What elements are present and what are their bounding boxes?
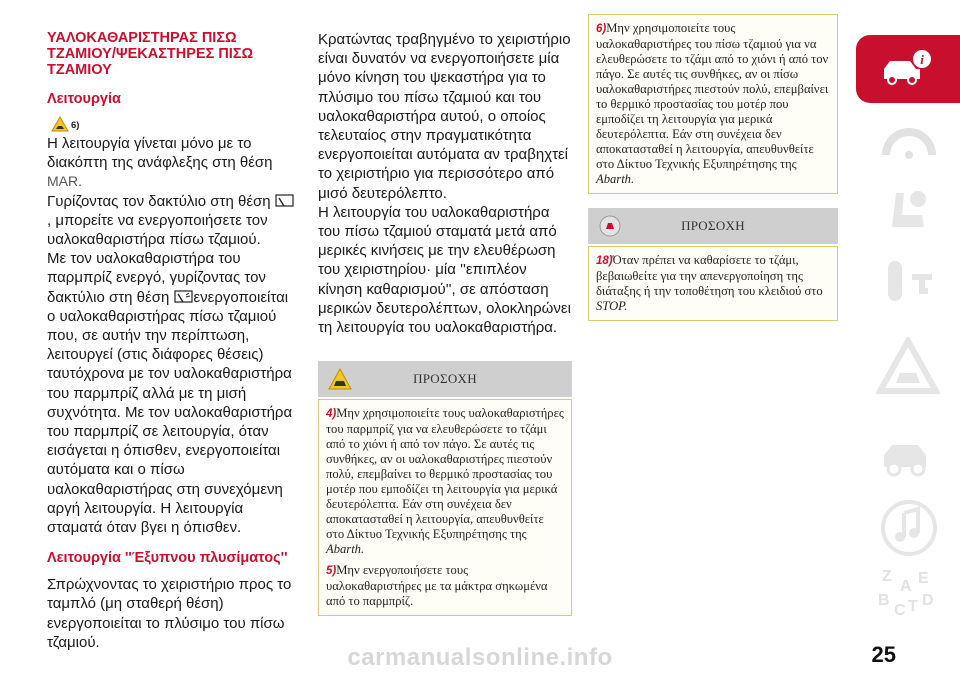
- warning-ref-4[interactable]: 4): [326, 408, 337, 421]
- paragraph-single-stroke: Κρατώντας τραβηγμένο το χειριστήριο είναι δυνατόν να ενεργοποιήσετε μία μόνο κίνηση του ψεκαστήρα για το πλύσιμο του πίσω τζαμιού και του υαλοκαθαριστήρα αυτού, ο οποίος τελευταίος στην πραγματικότητα ενεργοποιείται αυτόματα αν τραβηχτεί το χειριστήριο για περισσότερο από μισό δευτερόλεπτο.: [318, 31, 571, 202]
- page-number: 25: [871, 642, 896, 667]
- paragraph-simultaneous: Με τον υαλοκαθαριστήρα του παρμπρίζ ενεργό, γυρίζοντας τον δακτύλιο στη θέση: [47, 250, 266, 306]
- car-service-icon[interactable]: [878, 427, 936, 481]
- warning-ref-6[interactable]: 6): [596, 23, 607, 35]
- svg-text:i: i: [920, 52, 924, 67]
- paragraph-simultaneous-end: ενεργοποιείται ο υαλοκαθαριστήρας πίσω τζαμιού που, σε αυτήν την περίπτωση, λειτουργεί (στις διάφορες θέσεις) ταυτόχρονα με τον υαλοκαθαριστήρα του παρμπρίζ αλλά με τη μισή συχνότητα. Με τον υαλοκαθαριστήρα του παρμπρίζ σε λειτουργία, όταν εισάγεται η όπισθεν, ενεργοποιείται αυτόματα και ο πίσω υαλοκαθαριστήρας στη συνεχόμενη αργή λειτουργία. Η λειτουργία σταματά όταν βγει η όπισθεν.: [47, 288, 293, 537]
- ignition-position: MAR.: [47, 173, 82, 190]
- warning-car-icon: [328, 367, 352, 391]
- operation-text: [47, 134, 297, 537]
- paragraph-ignition: Η λειτουργία γίνεται μόνο με το διακόπτη της ανάφλεξης στη θέση: [47, 135, 273, 172]
- warning-box: [318, 399, 572, 616]
- chapter-sidebar: [856, 35, 960, 635]
- dashboard-icon[interactable]: [880, 119, 938, 167]
- tab-vehicle-info[interactable]: [856, 35, 960, 103]
- subsection-smart-wash: Λειτουργία ''Έξυπνου πλυσίματος'': [47, 550, 288, 567]
- brand-name: Abarth.: [326, 542, 365, 557]
- seat-safety-icon[interactable]: [882, 185, 936, 231]
- caution-ref-18[interactable]: 18): [596, 255, 613, 267]
- warning-triangle-icon[interactable]: [876, 337, 940, 397]
- car-info-icon: [880, 49, 932, 89]
- paragraph-rear-stop: Η λειτουργία του υαλοκαθαριστήρα του πίσω τζαμιού σταματά μετά από μερικές κινήσεις με την ελευθέρωση του χειριστηρίου· μία ''επιπλέον κίνηση καθαρισμού'', σε απόσταση μερικών δευτερολέπτων, ολοκληρώνει τη λειτουργία του υαλοκαθαριστήρα.: [318, 203, 571, 337]
- multimedia-icon[interactable]: [878, 497, 940, 559]
- svg-text:D: D: [922, 592, 934, 609]
- caution-box: [588, 246, 838, 321]
- caution-note-18: 18)Όταν πρέπει να καθαρίσετε το τζάμι, βεβαιωθείτε για την απενεργοποίηση της διάταξης ή την τοποθέτηση του κλειδιού στο STOP.: [596, 253, 823, 313]
- middle-text: [318, 30, 572, 337]
- warning-box-continued: [588, 14, 838, 194]
- warning-header: [318, 361, 572, 397]
- warning-title: ΠΡΟΣΟΧΗ: [413, 371, 477, 387]
- paragraph-ring: Γυρίζοντας τον δακτύλιο στη θέση: [47, 192, 271, 210]
- middle-column: [318, 30, 572, 616]
- svg-text:B: B: [878, 592, 890, 609]
- warning-reference[interactable]: [51, 108, 297, 132]
- warning-ref-5[interactable]: 5): [326, 565, 337, 578]
- paragraph-ring-end: , μπορείτε να ενεργοποιήσετε τον υαλοκαθαριστήρα πίσω τζαμιού.: [47, 211, 268, 249]
- warning-note-5: 5)Μην ενεργοποιήσετε τους υαλοκαθαριστήρες με τα μάκτρα σηκωμένα από το παρμπρίζ.: [326, 563, 548, 609]
- stop-position: STOP.: [596, 299, 628, 313]
- subsection-operation: Λειτουργία: [47, 91, 121, 107]
- right-column: [588, 14, 838, 321]
- index-icon[interactable]: [874, 561, 938, 625]
- svg-text:C: C: [894, 602, 906, 619]
- key-start-icon[interactable]: [878, 257, 938, 313]
- watermark: carmanualsonline.info: [347, 644, 613, 671]
- warning-note-4: 4)Μην χρησιμοποιείτε τους υαλοκαθαριστήρες του παρμπρίζ για να ελευθερώσετε το τζάμι από το χιόνι ή από τον πάγο. Σε αυτές τις συνθήκες, αν οι υαλοκαθαριστήρες πιεστούν πολύ, επεμβαίνει το θερμικό προστασίας του μοτέρ που εμποδίζει τη λειτουργία για μερικά δευτερόλεπτα. Εάν στη συνέχεια δεν αποκατασταθεί η λειτουργία, απευθυνθείτε στο Δίκτυο Τεχνικής Εξυπηρέτησης της Abarth.: [326, 406, 564, 557]
- caution-header: [588, 208, 838, 244]
- brand-name: Abarth.: [596, 172, 635, 186]
- rear-washer-icon: [174, 290, 194, 304]
- svg-text:Z: Z: [882, 568, 892, 585]
- svg-text:A: A: [900, 578, 912, 595]
- warning-note-6: 6)Μην χρησιμοποιείτε τους υαλοκαθαριστήρες του πίσω τζαμιού για να ελευθερώσετε το τζάμι από το χιόνι ή από τον πάγο. Σε αυτές τις συνθήκες, αν οι πίσω υαλοκαθαριστήρες πιεστούν πολύ, επεμβαίνει το θερμικό προστασίας του μοτέρ που εμποδίζει τη λειτουργία για μερικά δευτερόλεπτα. Εάν στη συνέχεια δεν αποκατασταθεί η λειτουργία, απευθυνθείτε στο Δίκτυο Τεχνικής Εξυπηρέτησης της Abarth.: [596, 21, 829, 186]
- rear-wiper-icon: [275, 194, 295, 208]
- svg-text:T: T: [908, 598, 918, 615]
- svg-text:E: E: [918, 570, 929, 587]
- caution-title: ΠΡΟΣΟΧΗ: [681, 218, 745, 233]
- warning-triangle-icon: [51, 116, 69, 132]
- smart-wash-text: Σπρώχνοντας το χειριστήριο προς το ταμπλό (μη σταθερή θέση) ενεργοποιείται το πλύσιμο του πίσω τζαμιού.: [47, 576, 292, 651]
- section-title: ΥΑΛΟΚΑΘΑΡΙΣΤΗΡΑΣ ΠΙΣΩ ΤΖΑΜΙΟΥ/ΨΕΚΑΣΤΗΡΕΣ ΠΙΣΩ ΤΖΑΜΙΟΥ: [47, 30, 254, 78]
- warning-ref-number: 6): [71, 120, 80, 131]
- left-column: [47, 30, 297, 652]
- caution-icon: [598, 214, 622, 238]
